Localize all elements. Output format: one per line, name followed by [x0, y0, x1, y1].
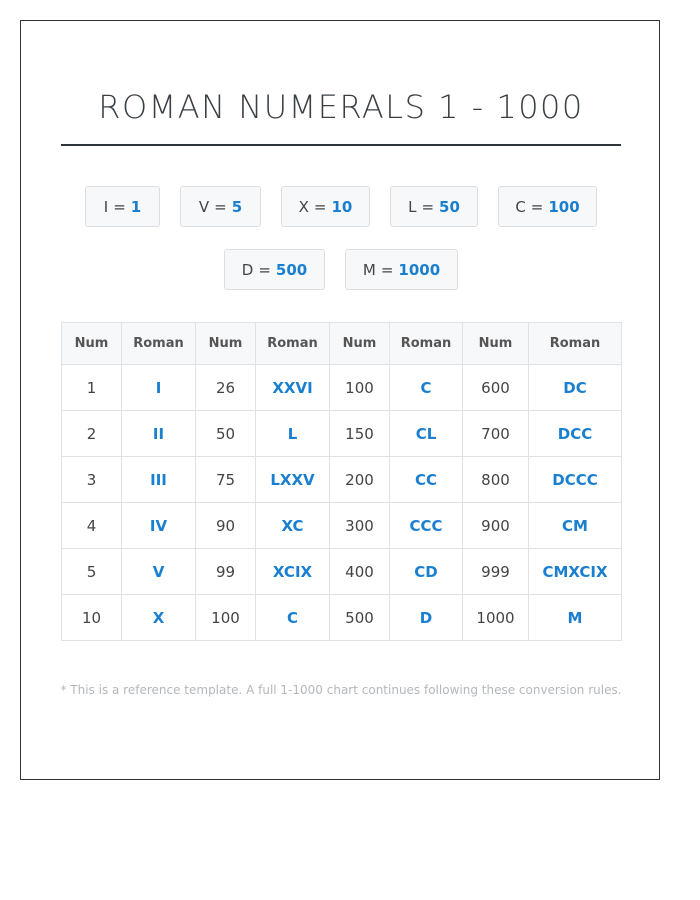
table-row [62, 595, 622, 641]
roman-cell: III [122, 457, 196, 503]
header-num: Num [463, 323, 529, 365]
roman-cell: XCIX [256, 549, 330, 595]
number-cell: 999 [463, 549, 529, 595]
key-equals: = [380, 260, 394, 279]
roman-cell: DCC [529, 411, 622, 457]
roman-cell: CD [390, 549, 463, 595]
symbol-key-m [345, 249, 458, 290]
header-roman: Roman [122, 323, 196, 365]
roman-cell: IV [122, 503, 196, 549]
roman-cell: CM [529, 503, 622, 549]
number-cell: 99 [196, 549, 256, 595]
number-cell: 900 [463, 503, 529, 549]
number-cell: 4 [62, 503, 122, 549]
key-value: 10 [331, 197, 353, 216]
roman-cell: CMXCIX [529, 549, 622, 595]
table-body [62, 365, 622, 641]
number-cell: 300 [330, 503, 390, 549]
table-row [62, 365, 622, 411]
number-cell: 50 [196, 411, 256, 457]
table-header-row [62, 323, 622, 365]
roman-cell: CCC [390, 503, 463, 549]
key-value: 1 [130, 197, 142, 216]
number-cell: 5 [62, 549, 122, 595]
roman-cell: DCCC [529, 457, 622, 503]
number-cell: 10 [62, 595, 122, 641]
symbol-key-d [224, 249, 325, 290]
roman-cell: DC [529, 365, 622, 411]
number-cell: 150 [330, 411, 390, 457]
key-equals: = [313, 197, 327, 216]
symbol-key-i [85, 186, 160, 227]
key-symbol: X [298, 197, 309, 216]
number-cell: 26 [196, 365, 256, 411]
header-roman: Roman [390, 323, 463, 365]
roman-cell: C [256, 595, 330, 641]
number-cell: 600 [463, 365, 529, 411]
symbol-key-c [498, 186, 597, 227]
key-symbol: V [198, 197, 210, 216]
roman-cell: CC [390, 457, 463, 503]
header-roman: Roman [529, 323, 622, 365]
number-cell: 100 [330, 365, 390, 411]
number-cell: 400 [330, 549, 390, 595]
header-num: Num [330, 323, 390, 365]
roman-cell: CL [390, 411, 463, 457]
header-num: Num [196, 323, 256, 365]
table-row [62, 411, 622, 457]
key-value: 500 [275, 260, 308, 279]
number-cell: 2 [62, 411, 122, 457]
key-symbol: L [408, 197, 417, 216]
roman-cell: XC [256, 503, 330, 549]
number-cell: 500 [330, 595, 390, 641]
page-title: ROMAN NUMERALS 1 - 1000 [98, 88, 584, 126]
symbol-key-row-2 [21, 249, 661, 290]
header-num: Num [62, 323, 122, 365]
number-cell: 75 [196, 457, 256, 503]
roman-cell: LXXV [256, 457, 330, 503]
symbol-key-row-1 [21, 186, 661, 227]
roman-cell: I [122, 365, 196, 411]
symbol-key-v [180, 186, 261, 227]
key-symbol: D [241, 260, 254, 279]
roman-cell: X [122, 595, 196, 641]
conversion-table [61, 322, 622, 641]
number-cell: 700 [463, 411, 529, 457]
key-value: 1000 [398, 260, 441, 279]
roman-cell: M [529, 595, 622, 641]
key-equals: = [530, 197, 544, 216]
roman-cell: D [390, 595, 463, 641]
header-roman: Roman [256, 323, 330, 365]
key-symbol: I [103, 197, 109, 216]
table-row [62, 457, 622, 503]
roman-cell: II [122, 411, 196, 457]
key-equals: = [113, 197, 126, 216]
roman-cell: C [390, 365, 463, 411]
reference-sheet [20, 20, 660, 780]
number-cell: 100 [196, 595, 256, 641]
number-cell: 90 [196, 503, 256, 549]
symbol-key-l [390, 186, 478, 227]
table-row [62, 549, 622, 595]
key-value: 100 [548, 197, 580, 216]
footnote: * This is a reference template. A full 1-1000 chart continues following these conversion rules. [60, 683, 622, 697]
title-divider [61, 144, 621, 146]
key-equals: = [421, 197, 435, 216]
key-value: 5 [231, 197, 243, 216]
number-cell: 800 [463, 457, 529, 503]
roman-cell: L [256, 411, 330, 457]
number-cell: 200 [330, 457, 390, 503]
key-symbol: C [515, 197, 526, 216]
table-row [62, 503, 622, 549]
number-cell: 1 [62, 365, 122, 411]
number-cell: 1000 [463, 595, 529, 641]
symbol-key-x [281, 186, 370, 227]
key-equals: = [214, 197, 227, 216]
key-equals: = [258, 260, 271, 279]
key-value: 50 [439, 197, 460, 216]
number-cell: 3 [62, 457, 122, 503]
roman-cell: V [122, 549, 196, 595]
key-symbol: M [362, 260, 376, 279]
roman-cell: XXVI [256, 365, 330, 411]
